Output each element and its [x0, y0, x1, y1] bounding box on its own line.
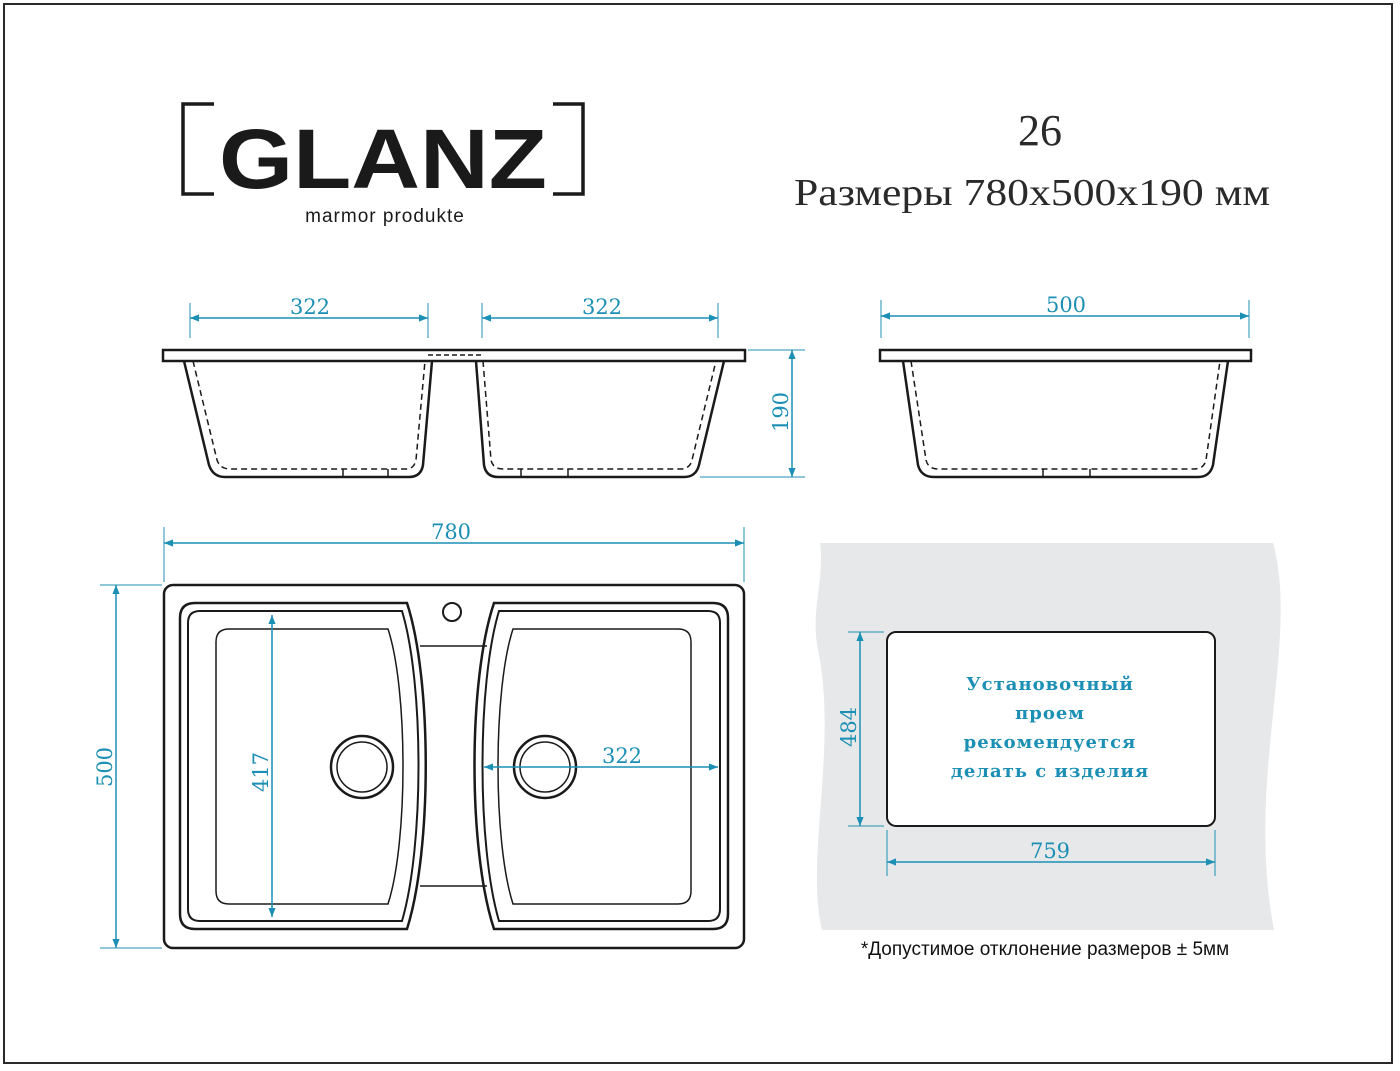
- cutout-note-line-3: рекомендуется: [963, 732, 1137, 753]
- cutout-note-line-1: Установочный: [966, 674, 1134, 695]
- tap-hole: [443, 603, 461, 621]
- dim-top-depth: 500: [93, 746, 117, 788]
- end-elevation: [880, 350, 1251, 477]
- logo-bracket-left: [183, 104, 214, 194]
- side-bowl-left-inner: [193, 361, 425, 469]
- dim-side-right-width: 322: [581, 295, 623, 319]
- countertop-cutout: [816, 543, 1281, 930]
- dim-bowl-depth: 417: [249, 751, 273, 793]
- brand-logo: [183, 104, 583, 227]
- dim-cutout-depth: 484: [837, 706, 861, 748]
- model-number: 26: [1018, 106, 1062, 155]
- brand-name: GLANZ: [219, 112, 547, 206]
- dim-bowl-width: 322: [601, 744, 643, 768]
- side-elevation: [163, 350, 745, 477]
- dim-end-width: 500: [1045, 293, 1087, 317]
- dim-side-left-width: 322: [289, 295, 331, 319]
- brand-tagline: marmor produkte: [305, 206, 465, 227]
- side-bowl-left: [184, 361, 432, 477]
- side-bowl-right: [476, 361, 724, 477]
- side-bowl-right-inner: [483, 361, 716, 469]
- size-line: Размеры 780х500х190 мм: [794, 172, 1270, 214]
- end-bowl-inner: [911, 361, 1220, 469]
- tolerance-footnote: *Допустимое отклонение размеров ± 5мм: [860, 939, 1230, 960]
- dim-top-length: 780: [430, 520, 472, 544]
- end-dimensions: [881, 293, 1249, 338]
- drain-left: [331, 736, 393, 798]
- end-bowl: [903, 361, 1228, 477]
- dim-cutout-width: 759: [1029, 839, 1071, 863]
- cutout-opening: [887, 632, 1215, 826]
- cutout-note-line-2: проем: [1015, 703, 1085, 724]
- logo-bracket-right: [553, 104, 583, 194]
- side-dimensions: [190, 295, 805, 477]
- dim-side-height: 190: [769, 391, 793, 433]
- end-rim: [880, 350, 1251, 361]
- cutout-note-line-4: делать с изделия: [950, 761, 1150, 782]
